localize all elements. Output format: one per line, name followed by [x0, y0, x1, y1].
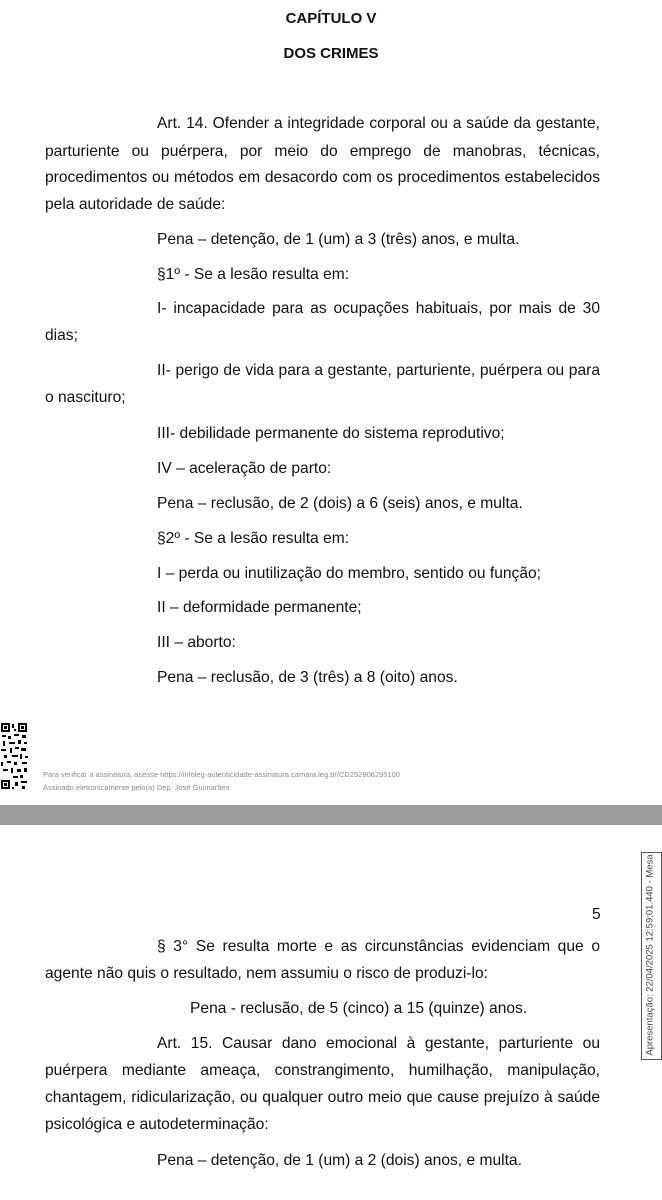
pena-4: Pena - reclusão, de 5 (cinco) a 15 (quinze) anos. — [190, 1000, 528, 1017]
art14-line-3: procedimentos ou métodos em desacordo com os procedimentos estabelecidos — [45, 169, 600, 186]
pena-3: Pena – reclusão, de 3 (três) a 8 (oito) anos. — [157, 669, 458, 686]
page-separator — [0, 805, 662, 825]
qr-code-icon[interactable] — [0, 722, 30, 792]
art14-line-2: parturiente ou puérpera, por meio do emprego de manobras, técnicas, — [45, 143, 600, 160]
item-i-2: I – perda ou inutilização do membro, sentido ou função; — [157, 565, 542, 582]
item-ii-1-line-2: o nascituro; — [45, 389, 126, 406]
art15-line-4: psicológica e autodeterminação: — [45, 1116, 269, 1133]
paragraph-3-line-2: agente não quis o resultado, nem assumiu o risco de produzi-lo: — [45, 965, 488, 982]
item-iii-2: III – aborto: — [157, 634, 236, 651]
art15-line-2: puérpera mediante ameaça, constrangimento, humilhação, manipulação, — [45, 1062, 600, 1079]
page-number: 5 — [592, 906, 601, 923]
item-ii-2: II – deformidade permanente; — [157, 599, 362, 616]
item-i-1-line-1: I- incapacidade para as ocupações habituais, por mais de 30 — [157, 300, 600, 317]
signature-verify-link[interactable]: Para verificar a assinatura, acesse https://infoleg-autenticidade-assinatura.camara.leg.br/CD252806295100 — [43, 770, 400, 779]
art14-line-4: pela autoridade de saúde: — [45, 196, 226, 213]
chapter-title: DOS CRIMES — [283, 45, 379, 62]
pena-5: Pena – detenção, de 1 (um) a 2 (dois) anos, e multa. — [157, 1152, 522, 1169]
item-iv-1: IV – aceleração de parto: — [157, 460, 332, 477]
item-ii-1-line-1: II- perigo de vida para a gestante, parturiente, puérpera ou para — [157, 362, 600, 379]
art15-line-1: Art. 15. Causar dano emocional à gestante, parturiente ou — [157, 1035, 600, 1052]
paragraph-1: §1º - Se a lesão resulta em: — [157, 266, 350, 283]
submission-stamp: Apresentação: 22/04/2025 12:59:01.440 - Mesa — [644, 854, 656, 1056]
chapter-heading: CAPÍTULO V — [285, 10, 377, 27]
paragraph-2: §2º - Se a lesão resulta em: — [157, 530, 350, 547]
pena-1: Pena – detenção, de 1 (um) a 3 (três) anos, e multa. — [157, 231, 520, 248]
art15-line-3: chantagem, ridicularização, ou qualquer outro meio que cause prejuízo à saúde — [45, 1089, 600, 1106]
paragraph-3-line-1: § 3° Se resulta morte e as circunstâncias evidenciam que o — [157, 938, 600, 955]
art14-line-1: Art. 14. Ofender a integridade corporal ou a saúde da gestante, — [157, 115, 600, 132]
item-iii-1: III- debilidade permanente do sistema reprodutivo; — [157, 425, 505, 442]
item-i-1-line-2: dias; — [45, 327, 78, 344]
pena-2: Pena – reclusão, de 2 (dois) a 6 (seis) anos, e multa. — [157, 495, 523, 512]
signature-signed-by: Assinado eletronicamente pelo(a) Dep. José Guimarães — [43, 783, 230, 792]
